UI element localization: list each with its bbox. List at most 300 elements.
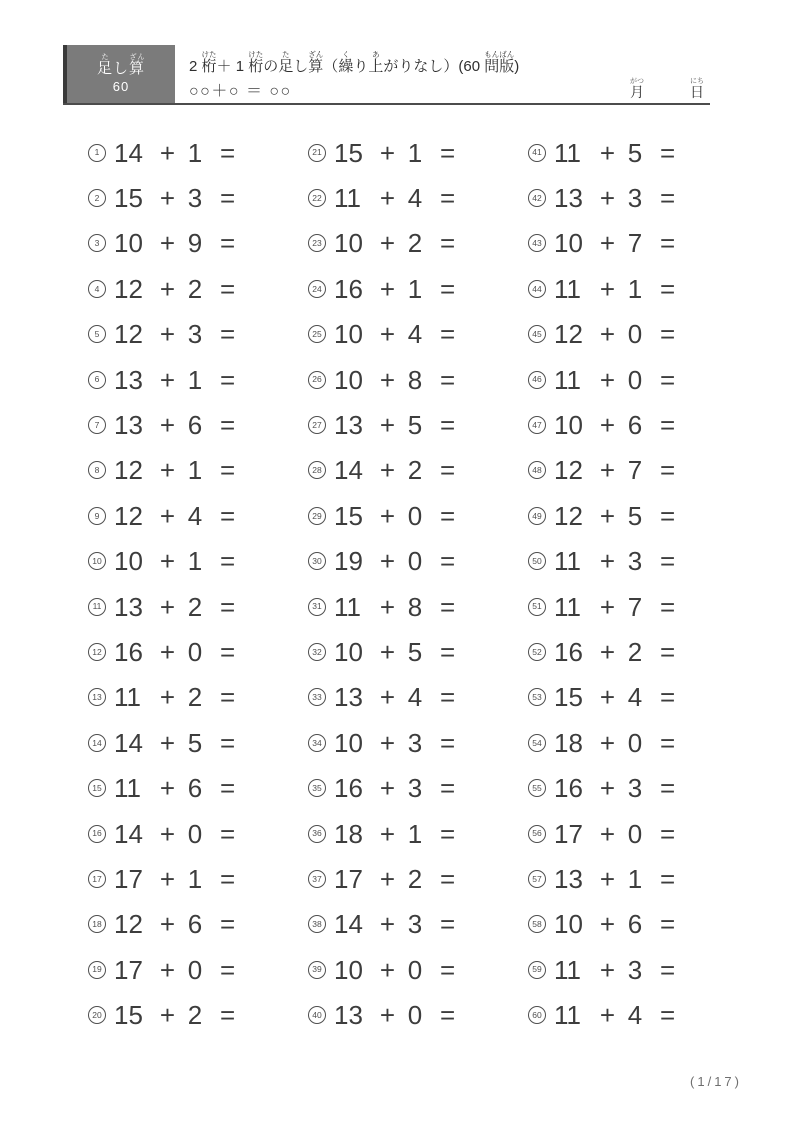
problem-row xyxy=(88,765,308,810)
problem-number-badge: 44 xyxy=(528,280,546,298)
operand-b: 5 xyxy=(627,500,643,531)
operand-b: 1 xyxy=(407,273,423,304)
operand-a: 11 xyxy=(554,1000,581,1031)
problem-row xyxy=(308,175,528,220)
operand-a: 10 xyxy=(554,228,583,259)
problem-row xyxy=(308,992,528,1037)
problem-number-badge: 58 xyxy=(528,915,546,933)
equals-sign: = xyxy=(660,319,676,350)
equals-sign: = xyxy=(220,500,236,531)
equals-sign: = xyxy=(440,818,456,849)
problem-row xyxy=(528,902,748,947)
operand-b: 1 xyxy=(627,863,643,894)
operand-b: 2 xyxy=(187,1000,203,1031)
operand-b: 2 xyxy=(407,863,423,894)
problem-number-badge: 14 xyxy=(88,734,106,752)
problem-number-badge: 42 xyxy=(528,189,546,207)
equals-sign: = xyxy=(660,137,676,168)
problem-number-badge: 50 xyxy=(528,552,546,570)
operand-b: 4 xyxy=(627,1000,643,1031)
operand-a: 11 xyxy=(554,591,581,622)
operand-a: 13 xyxy=(114,410,143,441)
operand-b: 4 xyxy=(407,319,423,350)
problem-row xyxy=(88,539,308,584)
problem-number-badge: 12 xyxy=(88,643,106,661)
problem-row xyxy=(308,584,528,629)
equals-sign: = xyxy=(220,546,236,577)
problem-row xyxy=(88,221,308,266)
plus-sign: + xyxy=(379,636,396,667)
operand-a: 10 xyxy=(334,319,363,350)
problem-number-badge: 33 xyxy=(308,688,326,706)
problem-number-badge: 20 xyxy=(88,1006,106,1024)
header xyxy=(63,45,710,105)
problem-number-badge: 54 xyxy=(528,734,546,752)
equals-sign: = xyxy=(220,319,236,350)
plus-sign: + xyxy=(379,500,396,531)
plus-sign: + xyxy=(379,273,396,304)
operand-a: 10 xyxy=(114,546,143,577)
problem-number-badge: 17 xyxy=(88,870,106,888)
problem-number-badge: 24 xyxy=(308,280,326,298)
operand-b: 4 xyxy=(627,682,643,713)
problem-number-badge: 35 xyxy=(308,779,326,797)
plus-sign: + xyxy=(159,727,176,758)
problem-row xyxy=(88,947,308,992)
equals-sign: = xyxy=(440,273,456,304)
operand-a: 15 xyxy=(334,500,363,531)
equals-sign: = xyxy=(660,682,676,713)
operand-b: 0 xyxy=(407,546,423,577)
problem-row xyxy=(308,675,528,720)
problem-row xyxy=(528,947,748,992)
day-label: 日にち xyxy=(690,78,704,100)
operand-b: 0 xyxy=(407,954,423,985)
equals-sign: = xyxy=(440,319,456,350)
problem-row xyxy=(528,221,748,266)
problems-column xyxy=(88,130,308,1038)
problem-number-badge: 40 xyxy=(308,1006,326,1024)
problems-column xyxy=(528,130,748,1038)
plus-sign: + xyxy=(159,1000,176,1031)
problem-row xyxy=(88,992,308,1037)
problem-row xyxy=(308,357,528,402)
problem-row xyxy=(528,811,748,856)
problem-row xyxy=(528,992,748,1037)
operand-a: 10 xyxy=(334,364,363,395)
problem-row xyxy=(308,539,528,584)
operand-a: 15 xyxy=(334,137,363,168)
worksheet-type-badge xyxy=(63,45,175,103)
operand-b: 2 xyxy=(187,273,203,304)
operand-a: 12 xyxy=(114,319,143,350)
operand-b: 3 xyxy=(407,909,423,940)
operand-a: 10 xyxy=(554,410,583,441)
problem-row xyxy=(88,902,308,947)
equals-sign: = xyxy=(660,773,676,804)
problem-row xyxy=(528,175,748,220)
problem-number-badge: 25 xyxy=(308,325,326,343)
problem-row xyxy=(308,811,528,856)
problem-row xyxy=(308,130,528,175)
equals-sign: = xyxy=(660,183,676,214)
problem-row xyxy=(88,629,308,674)
plus-sign: + xyxy=(159,319,176,350)
operand-a: 10 xyxy=(334,727,363,758)
operand-b: 2 xyxy=(407,455,423,486)
equals-sign: = xyxy=(220,773,236,804)
operand-a: 11 xyxy=(334,183,361,214)
problem-row xyxy=(308,402,528,447)
equals-sign: = xyxy=(440,1000,456,1031)
plus-sign: + xyxy=(599,818,616,849)
plus-sign: + xyxy=(379,1000,396,1031)
operand-b: 1 xyxy=(187,546,203,577)
operand-a: 13 xyxy=(334,410,363,441)
plus-sign: + xyxy=(379,818,396,849)
equals-sign: = xyxy=(220,228,236,259)
equals-sign: = xyxy=(440,410,456,441)
equals-sign: = xyxy=(440,137,456,168)
operand-a: 16 xyxy=(554,636,583,667)
operand-a: 15 xyxy=(114,1000,143,1031)
problems-grid xyxy=(88,130,748,1038)
equals-sign: = xyxy=(220,273,236,304)
operand-b: 6 xyxy=(187,773,203,804)
equation-pattern: ○○＋○ ＝ ○○ xyxy=(189,83,292,100)
plus-sign: + xyxy=(379,863,396,894)
problem-row xyxy=(88,856,308,901)
problem-number-badge: 46 xyxy=(528,371,546,389)
operand-b: 5 xyxy=(187,727,203,758)
equals-sign: = xyxy=(660,364,676,395)
plus-sign: + xyxy=(159,909,176,940)
problem-row xyxy=(308,947,528,992)
operand-a: 11 xyxy=(114,773,141,804)
problem-number-badge: 53 xyxy=(528,688,546,706)
operand-a: 11 xyxy=(554,273,581,304)
equals-sign: = xyxy=(220,183,236,214)
equals-sign: = xyxy=(440,591,456,622)
operand-a: 10 xyxy=(114,228,143,259)
plus-sign: + xyxy=(379,137,396,168)
operand-b: 3 xyxy=(407,727,423,758)
equals-sign: = xyxy=(660,636,676,667)
problem-number-badge: 48 xyxy=(528,461,546,479)
plus-sign: + xyxy=(599,546,616,577)
problem-row xyxy=(88,130,308,175)
operand-a: 16 xyxy=(554,773,583,804)
plus-sign: + xyxy=(159,863,176,894)
problem-row xyxy=(528,539,748,584)
equals-sign: = xyxy=(660,591,676,622)
problem-number-badge: 23 xyxy=(308,234,326,252)
plus-sign: + xyxy=(599,863,616,894)
equals-sign: = xyxy=(220,727,236,758)
plus-sign: + xyxy=(159,636,176,667)
operand-b: 3 xyxy=(407,773,423,804)
operand-a: 12 xyxy=(114,455,143,486)
equals-sign: = xyxy=(220,682,236,713)
operand-b: 3 xyxy=(627,183,643,214)
operand-a: 18 xyxy=(554,727,583,758)
operand-a: 12 xyxy=(554,500,583,531)
problem-row xyxy=(528,266,748,311)
operand-b: 1 xyxy=(187,863,203,894)
problem-number-badge: 22 xyxy=(308,189,326,207)
operand-b: 1 xyxy=(187,137,203,168)
operand-a: 12 xyxy=(114,500,143,531)
operand-b: 8 xyxy=(407,364,423,395)
problem-row xyxy=(528,765,748,810)
operand-a: 17 xyxy=(114,863,143,894)
plus-sign: + xyxy=(599,273,616,304)
problem-row xyxy=(308,493,528,538)
page-number: (1/17) xyxy=(690,1074,742,1089)
operand-b: 3 xyxy=(627,954,643,985)
equals-sign: = xyxy=(220,410,236,441)
plus-sign: + xyxy=(379,364,396,395)
equals-sign: = xyxy=(660,546,676,577)
problems-column xyxy=(308,130,528,1038)
operand-a: 13 xyxy=(554,183,583,214)
operand-b: 0 xyxy=(407,500,423,531)
plus-sign: + xyxy=(379,546,396,577)
equals-sign: = xyxy=(220,1000,236,1031)
problem-row xyxy=(308,629,528,674)
operand-b: 2 xyxy=(407,228,423,259)
operand-b: 9 xyxy=(187,228,203,259)
problem-number-badge: 27 xyxy=(308,416,326,434)
operand-b: 0 xyxy=(627,364,643,395)
operand-a: 10 xyxy=(334,636,363,667)
problem-number-badge: 43 xyxy=(528,234,546,252)
problem-number-badge: 3 xyxy=(88,234,106,252)
plus-sign: + xyxy=(599,455,616,486)
date-block xyxy=(630,78,710,103)
plus-sign: + xyxy=(599,319,616,350)
operand-b: 1 xyxy=(187,364,203,395)
problem-number-badge: 51 xyxy=(528,598,546,616)
operand-b: 1 xyxy=(187,455,203,486)
problem-row xyxy=(308,902,528,947)
plus-sign: + xyxy=(379,228,396,259)
equals-sign: = xyxy=(220,863,236,894)
problem-row xyxy=(308,720,528,765)
operand-a: 11 xyxy=(554,954,581,985)
operand-a: 16 xyxy=(334,773,363,804)
equals-sign: = xyxy=(440,863,456,894)
problem-row xyxy=(308,765,528,810)
plus-sign: + xyxy=(159,954,176,985)
operand-b: 7 xyxy=(627,228,643,259)
plus-sign: + xyxy=(379,455,396,486)
problem-number-badge: 2 xyxy=(88,189,106,207)
plus-sign: + xyxy=(159,137,176,168)
problem-number-badge: 28 xyxy=(308,461,326,479)
operand-a: 14 xyxy=(334,909,363,940)
badge-title: 足たし算ざん xyxy=(96,54,146,78)
problem-number-badge: 32 xyxy=(308,643,326,661)
problem-row xyxy=(528,402,748,447)
problem-row xyxy=(88,175,308,220)
plus-sign: + xyxy=(599,636,616,667)
problem-row xyxy=(308,856,528,901)
plus-sign: + xyxy=(599,773,616,804)
equals-sign: = xyxy=(220,137,236,168)
equals-sign: = xyxy=(220,818,236,849)
plus-sign: + xyxy=(599,954,616,985)
operand-b: 2 xyxy=(627,636,643,667)
problem-number-badge: 10 xyxy=(88,552,106,570)
operand-a: 10 xyxy=(334,228,363,259)
problem-number-badge: 5 xyxy=(88,325,106,343)
problem-row xyxy=(528,130,748,175)
operand-b: 6 xyxy=(187,909,203,940)
badge-problem-count: 60 xyxy=(112,78,130,94)
equals-sign: = xyxy=(220,591,236,622)
problem-row xyxy=(88,312,308,357)
equals-sign: = xyxy=(440,954,456,985)
equals-sign: = xyxy=(440,500,456,531)
problem-row xyxy=(528,448,748,493)
operand-a: 18 xyxy=(334,818,363,849)
equals-sign: = xyxy=(660,228,676,259)
plus-sign: + xyxy=(159,364,176,395)
operand-a: 14 xyxy=(114,818,143,849)
operand-b: 6 xyxy=(627,410,643,441)
operand-b: 1 xyxy=(627,273,643,304)
problem-row xyxy=(528,493,748,538)
operand-a: 12 xyxy=(554,319,583,350)
problem-number-badge: 9 xyxy=(88,507,106,525)
operand-a: 15 xyxy=(114,183,143,214)
operand-a: 11 xyxy=(554,546,581,577)
plus-sign: + xyxy=(159,228,176,259)
plus-sign: + xyxy=(379,410,396,441)
operand-b: 1 xyxy=(407,818,423,849)
problem-row xyxy=(88,584,308,629)
problem-row xyxy=(528,720,748,765)
operand-b: 0 xyxy=(187,818,203,849)
problem-row xyxy=(88,357,308,402)
problem-number-badge: 31 xyxy=(308,598,326,616)
equals-sign: = xyxy=(440,228,456,259)
equals-sign: = xyxy=(440,636,456,667)
equals-sign: = xyxy=(440,682,456,713)
plus-sign: + xyxy=(599,682,616,713)
operand-b: 6 xyxy=(627,909,643,940)
operand-b: 1 xyxy=(407,137,423,168)
operand-a: 13 xyxy=(554,863,583,894)
operand-a: 10 xyxy=(334,954,363,985)
operand-a: 12 xyxy=(114,273,143,304)
problem-row xyxy=(88,811,308,856)
problem-number-badge: 59 xyxy=(528,961,546,979)
equals-sign: = xyxy=(660,273,676,304)
problem-number-badge: 15 xyxy=(88,779,106,797)
operand-a: 12 xyxy=(114,909,143,940)
problem-number-badge: 30 xyxy=(308,552,326,570)
operand-b: 7 xyxy=(627,591,643,622)
problem-number-badge: 36 xyxy=(308,825,326,843)
equals-sign: = xyxy=(440,364,456,395)
problem-number-badge: 37 xyxy=(308,870,326,888)
problem-number-badge: 55 xyxy=(528,779,546,797)
equals-sign: = xyxy=(660,410,676,441)
problem-number-badge: 16 xyxy=(88,825,106,843)
problem-row xyxy=(88,448,308,493)
plus-sign: + xyxy=(159,500,176,531)
plus-sign: + xyxy=(379,183,396,214)
plus-sign: + xyxy=(379,682,396,713)
problem-row xyxy=(308,448,528,493)
operand-b: 4 xyxy=(407,183,423,214)
problem-number-badge: 8 xyxy=(88,461,106,479)
problem-number-badge: 45 xyxy=(528,325,546,343)
problem-number-badge: 49 xyxy=(528,507,546,525)
problem-number-badge: 34 xyxy=(308,734,326,752)
worksheet-title: 2 桁けた＋ 1 桁けたの足たし算ざん（繰くり上あがりなし）(60 問版もんばん) xyxy=(189,50,520,75)
equals-sign: = xyxy=(660,909,676,940)
problem-number-badge: 6 xyxy=(88,371,106,389)
operand-a: 16 xyxy=(334,273,363,304)
problem-row xyxy=(88,675,308,720)
problem-number-badge: 4 xyxy=(88,280,106,298)
operand-a: 11 xyxy=(554,137,581,168)
plus-sign: + xyxy=(599,727,616,758)
operand-a: 12 xyxy=(554,455,583,486)
problem-row xyxy=(528,312,748,357)
problem-number-badge: 39 xyxy=(308,961,326,979)
plus-sign: + xyxy=(159,410,176,441)
problem-number-badge: 56 xyxy=(528,825,546,843)
problem-number-badge: 11 xyxy=(88,598,106,616)
plus-sign: + xyxy=(599,137,616,168)
equals-sign: = xyxy=(220,636,236,667)
plus-sign: + xyxy=(379,727,396,758)
plus-sign: + xyxy=(379,954,396,985)
plus-sign: + xyxy=(159,183,176,214)
plus-sign: + xyxy=(379,909,396,940)
operand-a: 19 xyxy=(334,546,363,577)
problem-number-badge: 7 xyxy=(88,416,106,434)
problem-row xyxy=(88,720,308,765)
operand-b: 4 xyxy=(407,682,423,713)
plus-sign: + xyxy=(159,591,176,622)
equals-sign: = xyxy=(220,954,236,985)
problem-row xyxy=(308,221,528,266)
plus-sign: + xyxy=(599,1000,616,1031)
problem-number-badge: 21 xyxy=(308,144,326,162)
operand-b: 6 xyxy=(187,410,203,441)
operand-b: 0 xyxy=(187,636,203,667)
problem-number-badge: 13 xyxy=(88,688,106,706)
operand-a: 14 xyxy=(114,727,143,758)
operand-b: 0 xyxy=(627,727,643,758)
problem-row xyxy=(308,266,528,311)
equals-sign: = xyxy=(220,455,236,486)
operand-a: 11 xyxy=(554,364,581,395)
operand-b: 3 xyxy=(187,319,203,350)
problem-number-badge: 47 xyxy=(528,416,546,434)
equals-sign: = xyxy=(660,500,676,531)
operand-b: 0 xyxy=(187,954,203,985)
operand-a: 13 xyxy=(334,1000,363,1031)
problem-number-badge: 57 xyxy=(528,870,546,888)
operand-a: 15 xyxy=(554,682,583,713)
operand-b: 3 xyxy=(627,546,643,577)
